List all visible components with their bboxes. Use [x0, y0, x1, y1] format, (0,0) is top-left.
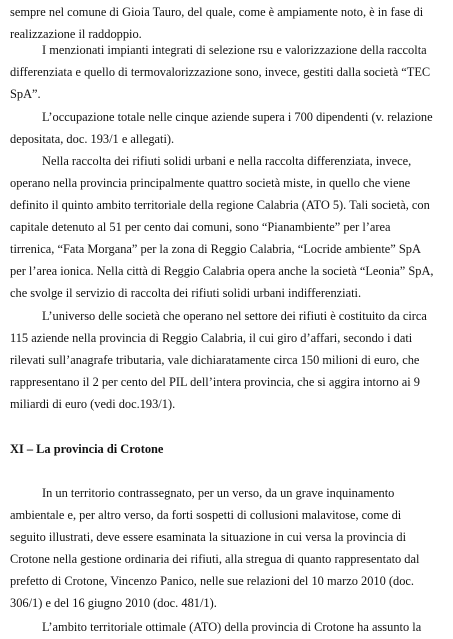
text-line: ambientale e, per altro verso, da forti sospetti di collusioni malavitose, come di — [10, 508, 402, 522]
text-line: Nella raccolta dei rifiuti solidi urbani e nella raccolta differenziata, invece, — [42, 154, 412, 168]
text-line: depositata, doc. 193/1 e allegati). — [10, 132, 175, 146]
text-line: L’occupazione totale nelle cinque aziende supera i 700 dipendenti (v. relazione — [42, 110, 433, 124]
text-line: prefetto di Crotone, Vincenzo Panico, nelle sue relazioni del 10 marzo 2010 (doc. — [10, 574, 415, 588]
text-line: operano nella provincia principalmente quattro società miste, in quello che viene — [10, 176, 411, 190]
text-line: che svolge il servizio di raccolta dei rifiuti solidi urbani indifferenziati. — [10, 286, 362, 300]
text-line: L’ambito territoriale ottimale (ATO) della provincia di Crotone ha assunto la — [42, 620, 422, 634]
text-line: capitale detenuto al 51 per cento dai comuni, sono “Pianambiente” per l’area — [10, 220, 391, 234]
text-line: Crotone nella gestione ordinaria dei rifiuti, alla stregua di quanto rappresentato dal — [10, 552, 420, 566]
text-line: rappresentano il 2 per cento del PIL dell’intera provincia, che si aggira intorno ai 9 — [10, 375, 421, 389]
text-line: In un territorio contrassegnato, per un verso, da un grave inquinamento — [42, 486, 395, 500]
text-line: SpA”. — [10, 87, 41, 101]
text-line: L’universo delle società che operano nel settore dei rifiuti è costituito da circa — [42, 309, 427, 323]
text-line: definito il quinto ambito territoriale della regione Calabria (ATO 5). Tali società, con — [10, 198, 430, 212]
text-line: 115 aziende nella provincia di Reggio Calabria, il cui giro d’affari, secondo i dati — [10, 331, 413, 345]
text-line: miliardi di euro (vedi doc.193/1). — [10, 397, 176, 411]
text-line: differenziata e quello di termovalorizzazione sono, invece, gestiti dalla società “TEC — [10, 65, 431, 79]
text-line: 306/1) e del 16 giugno 2010 (doc. 481/1). — [10, 596, 217, 610]
section-heading: XI – La provincia di Crotone — [10, 442, 164, 456]
text-line: realizzazione il raddoppio. — [10, 27, 142, 41]
text-line: per l’area ionica. Nella città di Reggio Calabria opera anche la società “Leonia” SpA, — [10, 264, 434, 278]
text-line: sempre nel comune di Gioia Tauro, del quale, come è ampiamente noto, è in fase di — [10, 5, 424, 19]
text-line: I menzionati impianti integrati di selezione rsu e valorizzazione della raccolta — [42, 43, 427, 57]
text-line: tirrenica, “Fata Morgana” per la zona di Reggio Calabria, “Locride ambiente” SpA — [10, 242, 421, 256]
text-line: seguito illustrati, deve essere esaminata la situazione in cui versa la provincia di — [10, 530, 407, 544]
text-line: rilevati sull’anagrafe tributaria, vale dichiaratamente circa 150 milioni di euro, che — [10, 353, 420, 367]
